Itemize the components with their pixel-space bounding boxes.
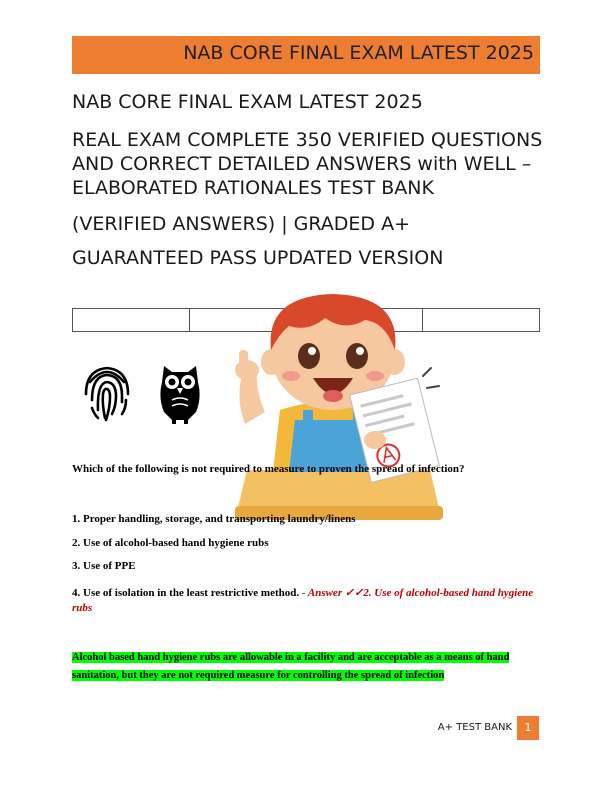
header-title: NAB CORE FINAL EXAM LATEST 2025 xyxy=(183,42,534,64)
rationale xyxy=(72,649,542,685)
answer-option xyxy=(72,586,540,616)
question-text: Which of the following is not required to measure to proven the spread of infection? xyxy=(72,463,465,475)
title-line: (VERIFIED ANSWERS) | GRADED A+ xyxy=(72,213,411,235)
title-line: NAB CORE FINAL EXAM LATEST 2025 xyxy=(72,91,423,113)
title-line: REAL EXAM COMPLETE 350 VERIFIED QUESTIONS xyxy=(72,129,543,151)
footer-label: A+ TEST BANK xyxy=(437,722,512,733)
title-line: AND CORRECT DETAILED ANSWERS with WELL – xyxy=(72,153,532,175)
answer-option: 3. Use of PPE xyxy=(72,560,136,572)
title-line: GUARANTEED PASS UPDATED VERSION xyxy=(72,247,444,269)
page-number: 1 xyxy=(517,716,539,740)
rationale-text: Alcohol based hand hygiene rubs are allowable in a facility and are acceptable as a means of hand sanitation, but they are not required measure for controlling the spread of infection xyxy=(72,652,510,681)
table-cell xyxy=(73,309,190,332)
option-text: 4. Use of isolation in the least restrictive method. xyxy=(72,587,300,599)
answer-option: 2. Use of alcohol-based hand hygiene rubs xyxy=(72,537,269,549)
student-holding-graded-paper-illustration xyxy=(225,292,450,524)
owl-icon xyxy=(158,360,202,424)
title-line: ELABORATED RATIONALES TEST BANK xyxy=(72,177,434,199)
document-title xyxy=(72,90,552,270)
correct-answer: - Answer ✓✓2. Use of alcohol-based hand hygiene rubs xyxy=(72,587,534,614)
header-banner xyxy=(72,36,540,74)
fingerprint-icon xyxy=(82,360,132,422)
answer-option: 1. Proper handling, storage, and transporting laundry/linens xyxy=(72,513,356,525)
